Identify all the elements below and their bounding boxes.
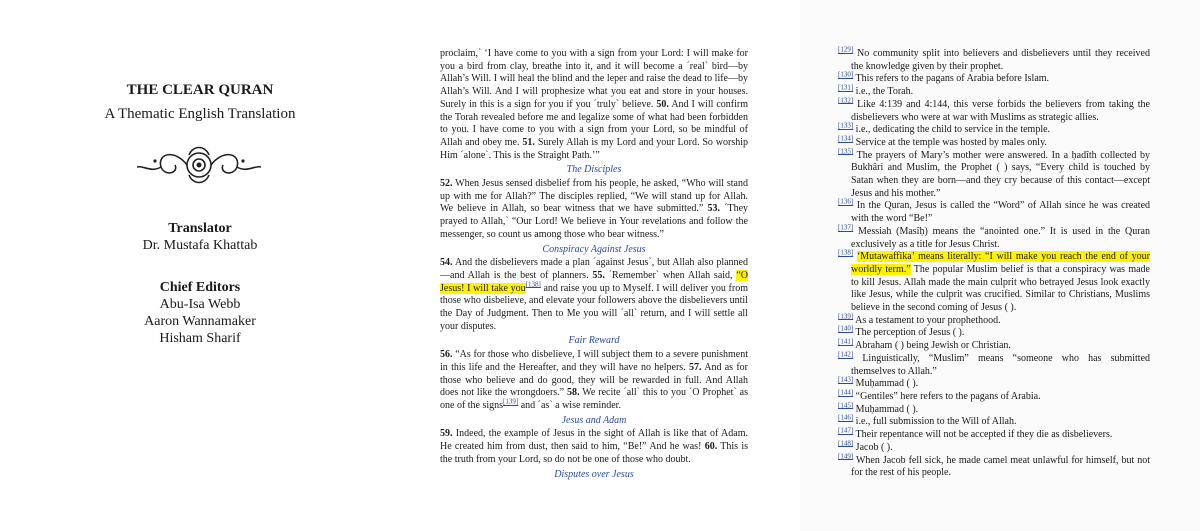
editors-label: Chief Editors xyxy=(159,280,241,295)
footnote-item xyxy=(838,426,1150,442)
footnote-item xyxy=(838,83,1150,99)
footnote-item xyxy=(838,223,1150,251)
verse-span: This is the truth from your Lord, so do not be one of those who doubt. xyxy=(440,441,749,465)
footnote-ref[interactable]: [141] xyxy=(838,337,854,346)
footnote-text: Linguistically, “Muslim” means “someone who has submitted themselves to Allah.” xyxy=(851,352,1151,377)
editor-name: Aaron Wannamaker xyxy=(144,314,256,329)
footnote-text: Jacob ( ). xyxy=(855,441,893,453)
footnote-ref[interactable]: [129] xyxy=(838,45,854,54)
footnote-text: The popular Muslim belief is that a conspiracy was made to kill Jesus. Allah made the main culprit who betrayed Jesus look exactly like Jesus, while the culprit was crucified. Similar to Christians, Muslims believe in the second coming of Jesus ( ). xyxy=(851,263,1150,314)
footnote-text: i.e., full submission to the Will of Allah. xyxy=(855,416,1017,428)
translator-label: Translator xyxy=(168,221,232,236)
footnote-link-139[interactable]: [139] xyxy=(503,397,519,406)
footnote-ref[interactable]: [147] xyxy=(838,426,854,435)
verse-number: 55. xyxy=(592,269,605,281)
footnote-item xyxy=(838,337,1150,353)
paragraph xyxy=(440,257,748,333)
footnote-ref[interactable]: [135] xyxy=(838,147,854,156)
footnote-ref[interactable]: [140] xyxy=(838,325,854,334)
footnote-item xyxy=(838,147,1150,201)
footnotes-page xyxy=(800,0,1200,531)
section-heading: The Disciples xyxy=(566,164,622,176)
translator-name: Dr. Mustafa Khattab xyxy=(142,238,258,253)
verse-span: “As for those who disbelieve, I will subject them to a severe punishment in this life and the Hereafter, and they will have no helpers. xyxy=(440,349,748,373)
book-subtitle: A Thematic English Translation xyxy=(104,106,296,122)
footnote-ref[interactable]: [144] xyxy=(838,388,854,397)
footnote-ref[interactable]: [138] xyxy=(838,248,854,257)
footnote-item xyxy=(838,200,1150,225)
footnote-text: “Gentiles” here refers to the pagans of Arabia. xyxy=(855,390,1041,402)
verse-span: We recite ´all` this to you ´O Prophet` as one of the signs xyxy=(440,387,749,411)
book-title: THE CLEAR QURAN xyxy=(126,82,274,98)
footnote-item xyxy=(838,121,1150,137)
footnote-item xyxy=(838,452,1150,480)
footnote-ref[interactable]: [145] xyxy=(838,401,854,410)
footnote-ref[interactable]: [143] xyxy=(838,375,854,384)
verse-span: ´They prayed to Allah,` “Our Lord! We believe in Your revelations and follow the messenger, so count us among those who bear witness.” xyxy=(440,203,749,240)
verse-span: Indeed, the example of Jesus in the sight of Allah is like that of Adam. He created him from dust, then said to him, “Be!” And he was! xyxy=(440,428,748,453)
verse-number: 54. xyxy=(440,257,453,269)
verse-span: ´Remember` when Allah said, xyxy=(608,269,733,281)
footnote-link-138[interactable]: [138] xyxy=(525,280,541,289)
editor-name: Abu-Isa Webb xyxy=(159,297,241,312)
footnote-ref[interactable]: [130] xyxy=(838,71,854,80)
verse-number: 60. xyxy=(704,441,718,453)
section-heading: Disputes over Jesus xyxy=(554,468,634,480)
section-heading: Fair Reward xyxy=(568,335,620,347)
editor-name: Hisham Sharif xyxy=(159,331,241,346)
section-heading: Conspiracy Against Jesus xyxy=(542,243,646,255)
translation-page xyxy=(400,0,800,531)
footnote-text: Muḥammad ( ). xyxy=(855,403,919,415)
paragraph xyxy=(440,178,748,242)
footnote-item xyxy=(838,73,1150,86)
footnote-text: Muḥammad ( ). xyxy=(855,378,919,390)
footnote-item xyxy=(838,401,1150,417)
paragraph xyxy=(440,428,748,466)
highlighted-text: “O Jesus! I will take you xyxy=(440,269,749,294)
footnote-text: Service at the temple was hosted by males only. xyxy=(855,136,1047,148)
verse-span: and ´as` a wise reminder. xyxy=(520,399,621,411)
footnote-ref[interactable]: [136] xyxy=(838,198,854,207)
footnote-ref[interactable]: [142] xyxy=(838,350,854,359)
highlighted-text: ‘Mutawaffika’ means literally: “I will make you reach the end of your worldly term.” xyxy=(851,251,1151,275)
cover-page xyxy=(0,0,400,531)
verse-span: And I will confirm the Torah revealed before me and legalize some of what had been forbidden to you. I have come to you with a sign from your Lord, so be mindful of Allah and obey me. xyxy=(440,98,748,148)
footnote-item xyxy=(838,248,1151,315)
footnote-item xyxy=(838,439,1150,455)
verse-number: 58. xyxy=(567,387,580,399)
verse-number: 57. xyxy=(688,361,702,373)
footnote-item xyxy=(838,96,1150,124)
verse-number: 59. xyxy=(440,428,453,440)
verse-span: When Jesus sensed disbelief from his people, he asked, “Who will stand up with me for Allah?” The disciples replied, “We will stand up for Allah. We believe in Allah, so bear witness that we have submitted.” xyxy=(440,178,748,215)
footnote-ref[interactable]: [148] xyxy=(838,439,854,448)
footnote-ref[interactable]: [149] xyxy=(838,452,854,461)
footnote-text: Messiah (Masîḥ) means the “anointed one.” It is used in the Quran exclusively as a title for Jesus Christ. xyxy=(851,225,1150,250)
footnote-item xyxy=(838,134,1150,150)
footnote-text: Abraham ( ) being Jewish or Christian. xyxy=(855,340,1011,352)
footnote-text: This refers to the pagans of Arabia before Islam. xyxy=(855,73,1050,85)
footnote-text: The prayers of Mary’s mother were answered. In a ḥadîth collected by Bukhâri and Muslim, the Prophet ( ) says, “Every child is touched by Satan when they are born—and they cry because of this contact—except Jesus and his mother.” xyxy=(851,149,1150,199)
footnote-text: As a testament to your prophethood. xyxy=(855,314,1001,326)
footnote-text: When Jacob fell sick, he made camel meat unlawful for himself, but not for the rest of his people. xyxy=(851,454,1150,479)
verse-number: 56. xyxy=(440,349,453,361)
verse-span: and raise you up to Myself. I will deliver you from those who disbelieve, and elevate your followers above the disbelievers until the Day of Judgment. Then to Me you will ´all` return, and I will settle all your disputes. xyxy=(440,282,748,332)
footnote-ref[interactable]: [146] xyxy=(838,414,854,423)
footnote-item xyxy=(838,312,1150,328)
footnote-ref[interactable]: [133] xyxy=(838,121,854,130)
paragraph xyxy=(440,48,748,162)
footnote-text: Like 4:139 and 4:144, this verse forbids the believers from taking the disbelievers who were at war with Muslims as strategic allies. xyxy=(851,98,1150,123)
footnote-text: In the Quran, Jesus is called the “Word” of Allah since he was created with the word “Be!” xyxy=(851,200,1151,225)
footnote-item xyxy=(838,327,1150,340)
verse-span: And as for those who believe and do good, they will be rewarded in full. And Allah does not like the wrongdoers.” xyxy=(440,361,749,399)
verse-number: 52. xyxy=(440,178,453,190)
verse-span: Surely Allah is my Lord and your Lord. So worship Him ´alone`. This is the Straight Path.’” xyxy=(440,136,749,161)
footnote-ref[interactable]: [132] xyxy=(838,96,854,105)
footnote-text: No community split into believers and disbelievers until they received the knowledge given by their prophet. xyxy=(851,48,1150,72)
verse-number: 53. xyxy=(707,203,720,215)
footnote-item xyxy=(838,388,1150,404)
footnote-text: The perception of Jesus ( ). xyxy=(855,327,965,339)
footnote-text: i.e., the Torah. xyxy=(855,86,914,98)
verse-span: And the disbelievers made a plan ´against Jesus`, but Allah also planned—and Allah is the best of planners. xyxy=(440,257,748,281)
verse-number: 51. xyxy=(522,136,535,148)
verse-span: proclaim,` ‘I have come to you with a sign from your Lord: I will make for you a bird from clay, breathe into it, and it will become a ´real` bird—by Allah’s Will. I will heal the blind and the leper and raise the dead to life—by Allah’s Will. And I will prophesize what you eat and store in your houses. Surely in this is a sign for you if you ´truly` believe. xyxy=(440,48,748,110)
verse-text xyxy=(440,48,748,482)
footnote-item xyxy=(838,350,1151,378)
footnote-ref[interactable]: [131] xyxy=(838,83,854,92)
footnote-text: Their repentance will not be accepted if they die as disbelievers. xyxy=(855,429,1113,441)
footnotes-list xyxy=(838,45,1151,480)
footnote-ref[interactable]: [134] xyxy=(838,134,854,143)
ornament-icon xyxy=(135,143,263,187)
section-heading: Jesus and Adam xyxy=(561,414,627,426)
footnote-item xyxy=(838,45,1150,73)
footnote-item xyxy=(838,416,1150,429)
verse-number: 50. xyxy=(656,98,669,110)
footnote-ref[interactable]: [137] xyxy=(838,223,854,232)
footnote-item xyxy=(838,375,1150,391)
paragraph xyxy=(440,349,748,413)
footnote-text: i.e., dedicating the child to service in the temple. xyxy=(855,124,1051,136)
footnote-ref[interactable]: [139] xyxy=(838,312,854,321)
